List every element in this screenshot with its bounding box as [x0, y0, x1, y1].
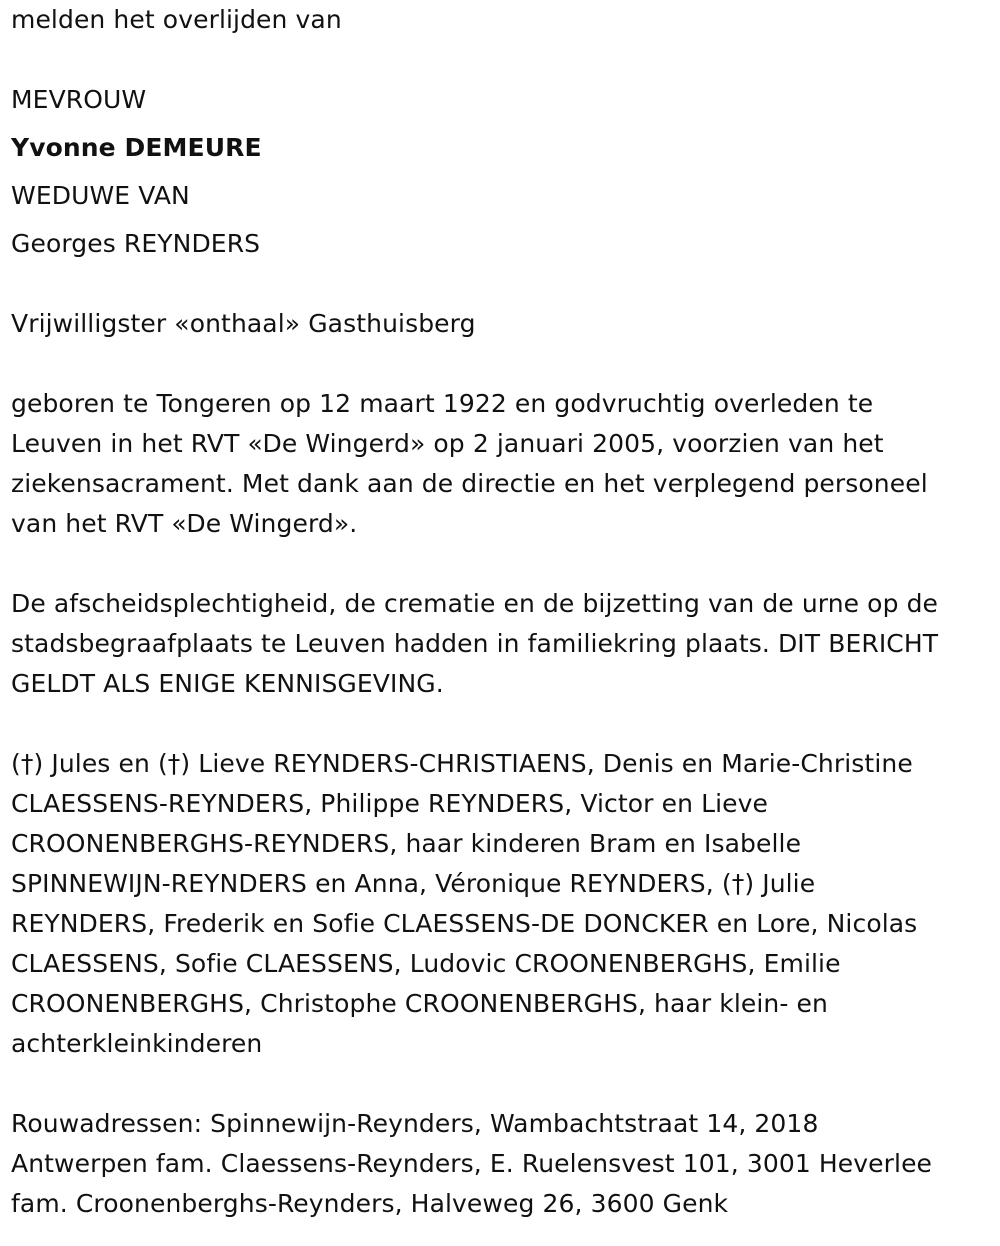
intro-text: melden het overlijden van [11, 5, 342, 34]
spacer [11, 1064, 991, 1104]
occupation: Vrijwilligster «onthaal» Gasthuisberg [11, 309, 476, 338]
paragraph-line: fam. Croonenberghs-Reynders, Halveweg 26, 3600 Genk [11, 1189, 729, 1218]
obituary-document [11, 0, 991, 1224]
birth-death-paragraph [11, 384, 991, 544]
spacer [11, 264, 991, 304]
spacer [11, 544, 991, 584]
paragraph-line: Leuven in het RVT «De Wingerd» op 2 januari 2005, voorzien van het [11, 429, 884, 458]
spacer [11, 40, 991, 80]
paragraph-line: CROONENBERGHS, Christophe CROONENBERGHS, haar klein- en [11, 989, 828, 1018]
paragraph-line: SPINNEWIJN-REYNDERS en Anna, Véronique REYNDERS, (†) Julie [11, 869, 816, 898]
paragraph-line: stadsbegraafplaats te Leuven hadden in familiekring plaats. DIT BERICHT [11, 629, 939, 658]
paragraph-line: achterkleinkinderen [11, 1029, 263, 1058]
paragraph-line: van het RVT «De Wingerd». [11, 509, 358, 538]
spacer [11, 344, 991, 384]
paragraph-line: CLAESSENS-REYNDERS, Philippe REYNDERS, Victor en Lieve [11, 789, 769, 818]
widow-of-label: WEDUWE VAN [11, 181, 190, 210]
spacer [11, 704, 991, 744]
paragraph-line: De afscheidsplechtigheid, de crematie en de bijzetting van de urne op de [11, 589, 939, 618]
paragraph-line: Rouwadressen: Spinnewijn-Reynders, Wambachtstraat 14, 2018 [11, 1109, 819, 1138]
paragraph-line: GELDT ALS ENIGE KENNISGEVING. [11, 669, 444, 698]
addresses-paragraph [11, 1104, 991, 1224]
paragraph-line: CLAESSENS, Sofie CLAESSENS, Ludovic CROONENBERGHS, Emilie [11, 949, 841, 978]
ceremony-paragraph [11, 584, 991, 704]
paragraph-line: (†) Jules en (†) Lieve REYNDERS-CHRISTIAENS, Denis en Marie-Christine [11, 749, 913, 778]
paragraph-line: Antwerpen fam. Claessens-Reynders, E. Ruelensvest 101, 3001 Heverlee [11, 1149, 933, 1178]
deceased-name: Yvonne DEMEURE [11, 133, 262, 162]
family-paragraph [11, 744, 991, 1064]
paragraph-line: geboren te Tongeren op 12 maart 1922 en godvruchtig overleden te [11, 389, 874, 418]
paragraph-line: CROONENBERGHS-REYNDERS, haar kinderen Bram en Isabelle [11, 829, 802, 858]
paragraph-line: ziekensacrament. Met dank aan de directie en het verplegend personeel [11, 469, 928, 498]
spouse-name: Georges REYNDERS [11, 229, 261, 258]
paragraph-line: REYNDERS, Frederik en Sofie CLAESSENS-DE DONCKER en Lore, Nicolas [11, 909, 918, 938]
title-prefix: MEVROUW [11, 85, 147, 114]
